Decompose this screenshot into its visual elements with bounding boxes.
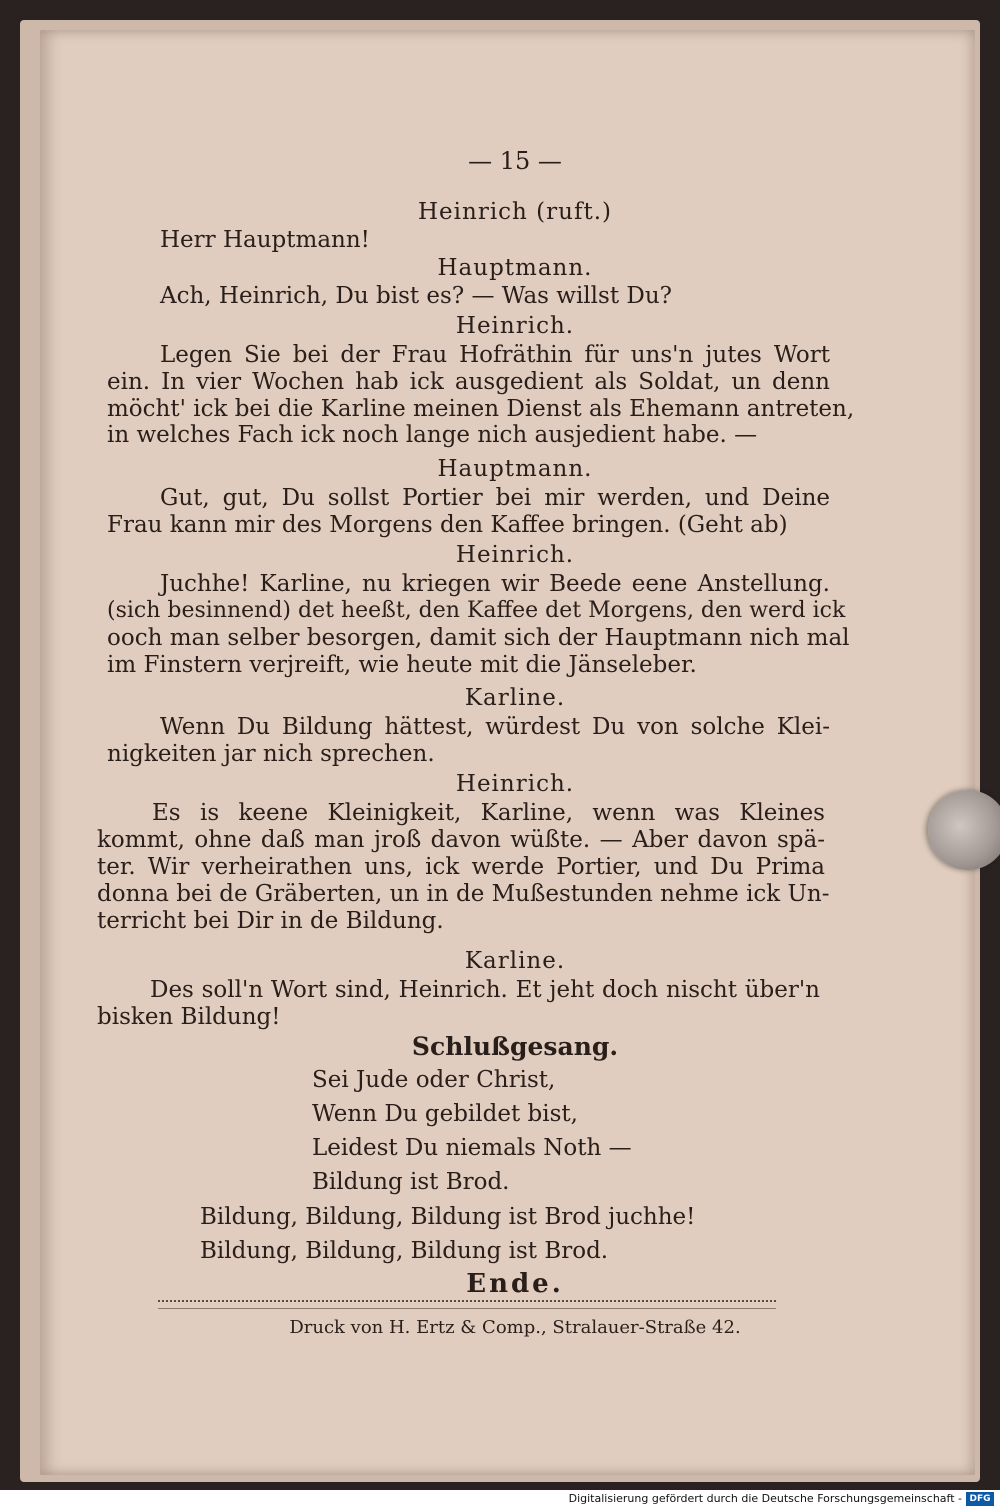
text-line: Ach, Heinrich, Du bist es? — Was willst Du? [160,283,672,309]
text-line: möcht' ick bei die Karline meinen Dienst als Ehemann antreten, [107,396,855,422]
song-line: Leidest Du niemals Noth — [312,1135,632,1161]
text-line: ooch man selber besorgen, damit sich der Hauptmann nich mal [107,625,850,651]
dfg-logo: DFG [966,1492,994,1506]
text-line: donna bei de Gräberten, un in de Mußestunden nehme ick Un- [97,881,830,907]
speaker-heading: Heinrich. [455,771,575,797]
text-line: Gut, gut, Du sollst Portier bei mir werden, und Deine [160,485,830,511]
song-line: Sei Jude oder Christ, [312,1067,556,1093]
speaker-heading: Heinrich (ruft.) [417,199,612,225]
text-line: Legen Sie bei der Frau Hofräthin für uns'n jutes Wort [160,342,830,368]
text-line: Wenn Du Bildung hättest, würdest Du von solche Klei- [160,714,830,740]
text-line: ein. In vier Wochen hab ick ausgedient als Soldat, un denn [107,369,830,395]
printer-imprint: Druck von H. Ertz & Comp., Stralauer-Straße 42. [289,1317,741,1338]
song-line: Wenn Du gebildet bist, [312,1101,578,1127]
speaker-heading: Heinrich. [455,313,575,339]
song-line: Bildung, Bildung, Bildung ist Brod. [200,1238,609,1264]
text-line: in welches Fach ick noch lange nich ausjedient habe. — [107,422,758,448]
text-line: Herr Hauptmann! [160,227,370,253]
page-number: — 15 — [468,147,562,175]
speaker-heading: Karline. [464,685,566,711]
song-title: Schlußgesang. [411,1032,619,1061]
speaker-heading: Heinrich. [455,542,575,568]
text-line: Frau kann mir des Morgens den Kaffee bringen. (Geht ab) [107,512,788,538]
text-line: ter. Wir verheirathen uns, ick werde Portier, und Du Prima [97,854,825,880]
text-line: im Finstern verjreift, wie heute mit die Jänseleber. [107,652,697,678]
speaker-heading: Hauptmann. [437,255,593,281]
ornamental-rule [158,1300,776,1309]
speaker-heading: Karline. [464,948,566,974]
end-heading: Ende. [466,1269,564,1299]
text-line: bisken Bildung! [97,1004,281,1030]
funding-notice: Digitalisierung gefördert durch die Deutsche Forschungsgemeinschaft - [568,1492,962,1505]
text-line: terricht bei Dir in de Bildung. [97,908,444,934]
song-line: Bildung, Bildung, Bildung ist Brod juchhe! [200,1204,696,1230]
text-line: Juchhe! Karline, nu kriegen wir Beede eene Anstellung. [160,571,830,597]
text-line: Es is keene Kleinigkeit, Karline, wenn was Kleines [152,800,825,826]
song-line: Bildung ist Brod. [312,1169,510,1195]
text-line: kommt, ohne daß man jroß davon wüßte. — Aber davon spä- [97,827,825,853]
text-line: nigkeiten jar nich sprechen. [107,741,435,767]
text-line: (sich besinnend) det heeßt, den Kaffee det Morgens, den werd ick [107,598,846,623]
speaker-heading: Hauptmann. [437,456,593,482]
text-line: Des soll'n Wort sind, Heinrich. Et jeht doch nischt über'n [150,977,820,1003]
